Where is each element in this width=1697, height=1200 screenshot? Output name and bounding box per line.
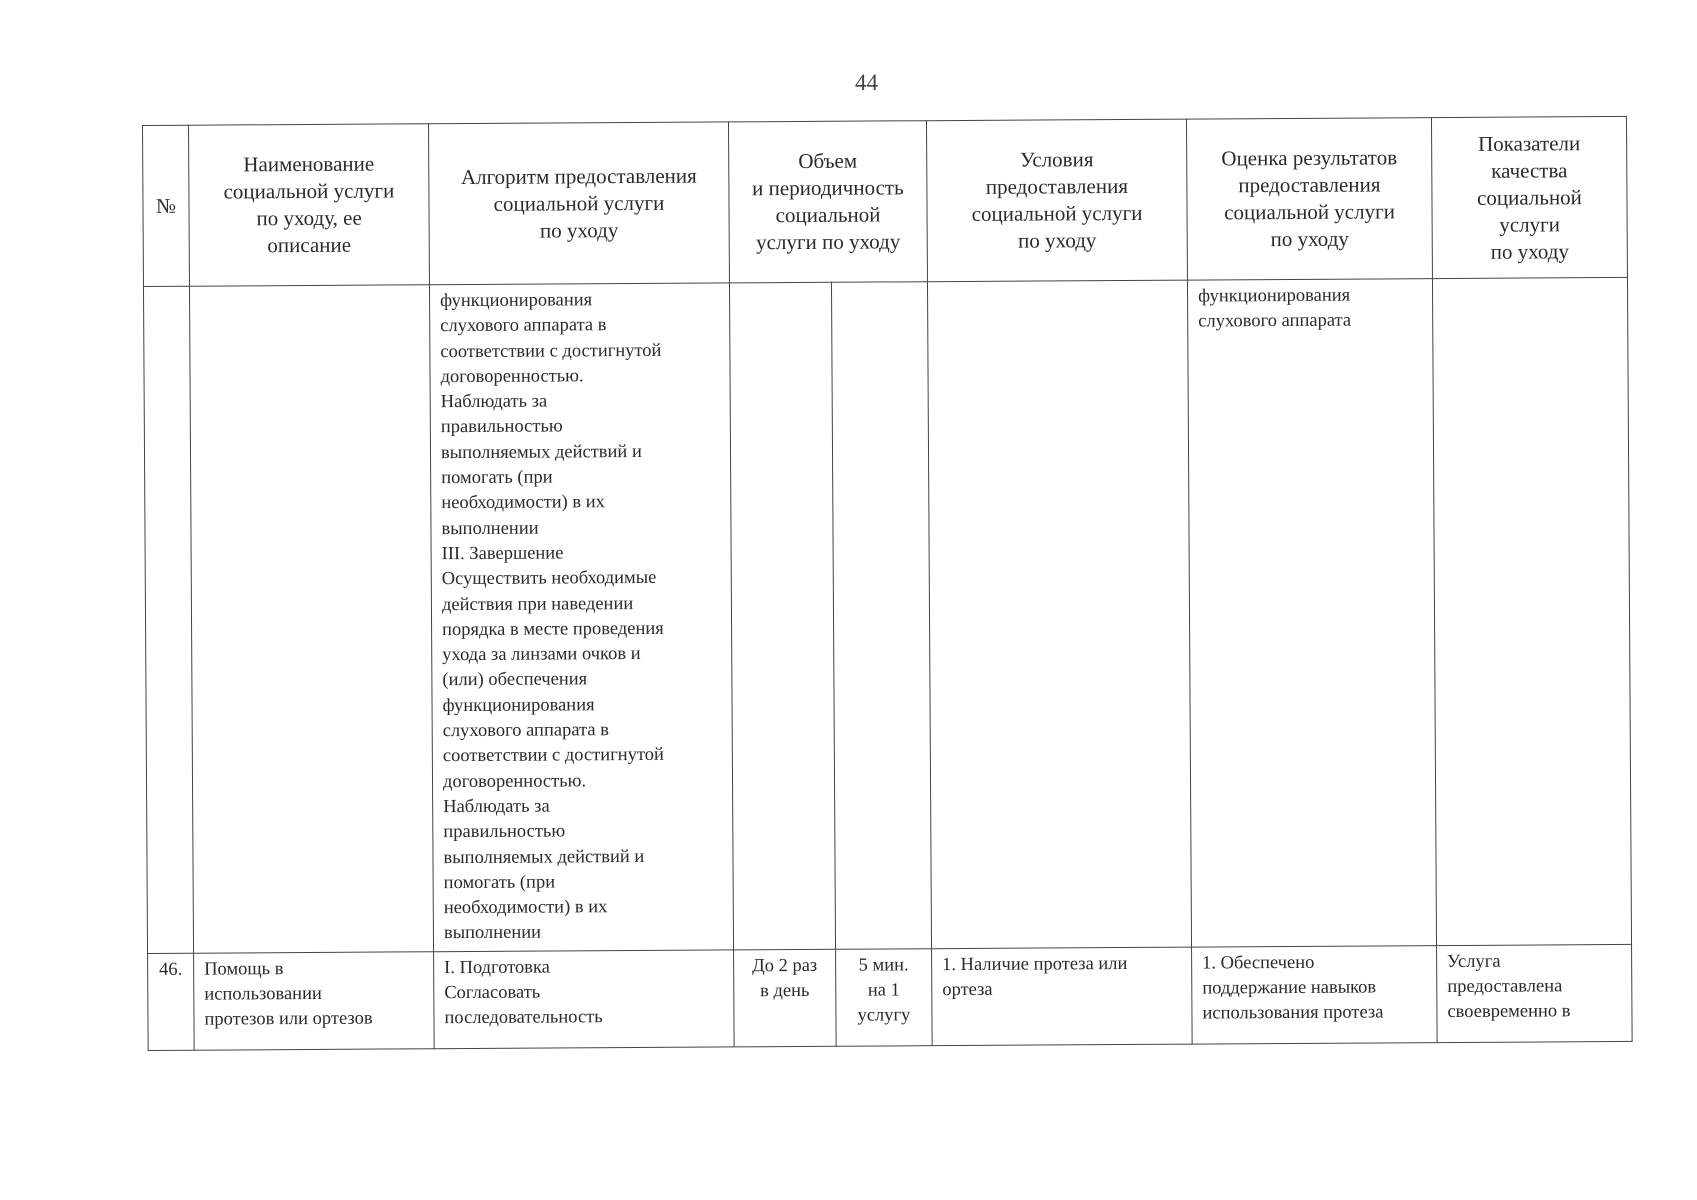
header-conditions: Условия предоставления социальной услуги по уходу bbox=[926, 119, 1187, 282]
cell-conditions bbox=[932, 947, 1193, 1046]
service-conditions: 1. Наличие протеза или ортеза bbox=[942, 953, 1128, 1001]
cell-name bbox=[194, 951, 435, 1049]
header-row bbox=[143, 116, 1628, 286]
cell-frequency bbox=[734, 949, 837, 1047]
service-quality: Услуга предоставлена своевременно в bbox=[1447, 951, 1571, 1023]
services-table bbox=[142, 116, 1633, 1051]
continuation-row bbox=[143, 277, 1631, 953]
cell-evaluation bbox=[1192, 945, 1438, 1043]
cell-num bbox=[148, 953, 195, 1050]
header-num: № bbox=[143, 125, 190, 286]
cell-evaluation-continued: функционирования слухового аппарата bbox=[1187, 279, 1436, 947]
service-algorithm: I. Подготовка Согласовать последовательность bbox=[444, 957, 603, 1029]
cell-volume bbox=[836, 948, 933, 1046]
service-volume: 5 мин. на 1 услугу bbox=[857, 955, 911, 1026]
service-name: Помощь в использовании протезов или ортезов bbox=[204, 958, 373, 1030]
table-row-46 bbox=[148, 944, 1633, 1050]
header-quality: Показатели качества социальной услуги по уходу bbox=[1431, 116, 1627, 278]
cell-algorithm bbox=[434, 950, 735, 1049]
cell-conditions-empty bbox=[927, 280, 1191, 948]
header-evaluation: Оценка результатов предоставления социальной услуги по уходу bbox=[1186, 118, 1432, 280]
cell-quality bbox=[1437, 944, 1633, 1042]
service-evaluation: 1. Обеспечено поддержание навыков использования протеза bbox=[1202, 952, 1384, 1024]
cell-volume-empty bbox=[831, 282, 931, 949]
row-number: 46. bbox=[159, 959, 183, 980]
cell-name-empty bbox=[189, 285, 433, 953]
service-frequency: До 2 раз в день bbox=[752, 955, 818, 1002]
cell-algorithm-continued: функционирования слухового аппарата в соответствии с достигнутой договоренностью. Наблюдать за правильностью выполняемых действий и помогать (при необходимости) в их выполнении III. Завершение Осуществить необходимые действия при наведении порядка в месте проведения ухода за линзами очков и (или) обеспечения функционирования слухового аппарата в соответствии с достигнутой договоренностью. Наблюдать за правильностью выполняемых действий и помогать (при необходимости) в их выполнении bbox=[429, 283, 733, 952]
cell-quality-empty bbox=[1432, 277, 1631, 945]
cell-frequency-empty bbox=[729, 282, 835, 949]
header-name: Наименование социальной услуги по уходу, ее описание bbox=[189, 124, 430, 286]
header-volume: Объем и периодичность социальной услуги по уходу bbox=[728, 121, 927, 283]
cell-num-empty bbox=[143, 286, 193, 953]
header-algorithm: Алгоритм предоставления социальной услуги по уходу bbox=[428, 122, 729, 285]
page-number: 44 bbox=[855, 70, 878, 95]
